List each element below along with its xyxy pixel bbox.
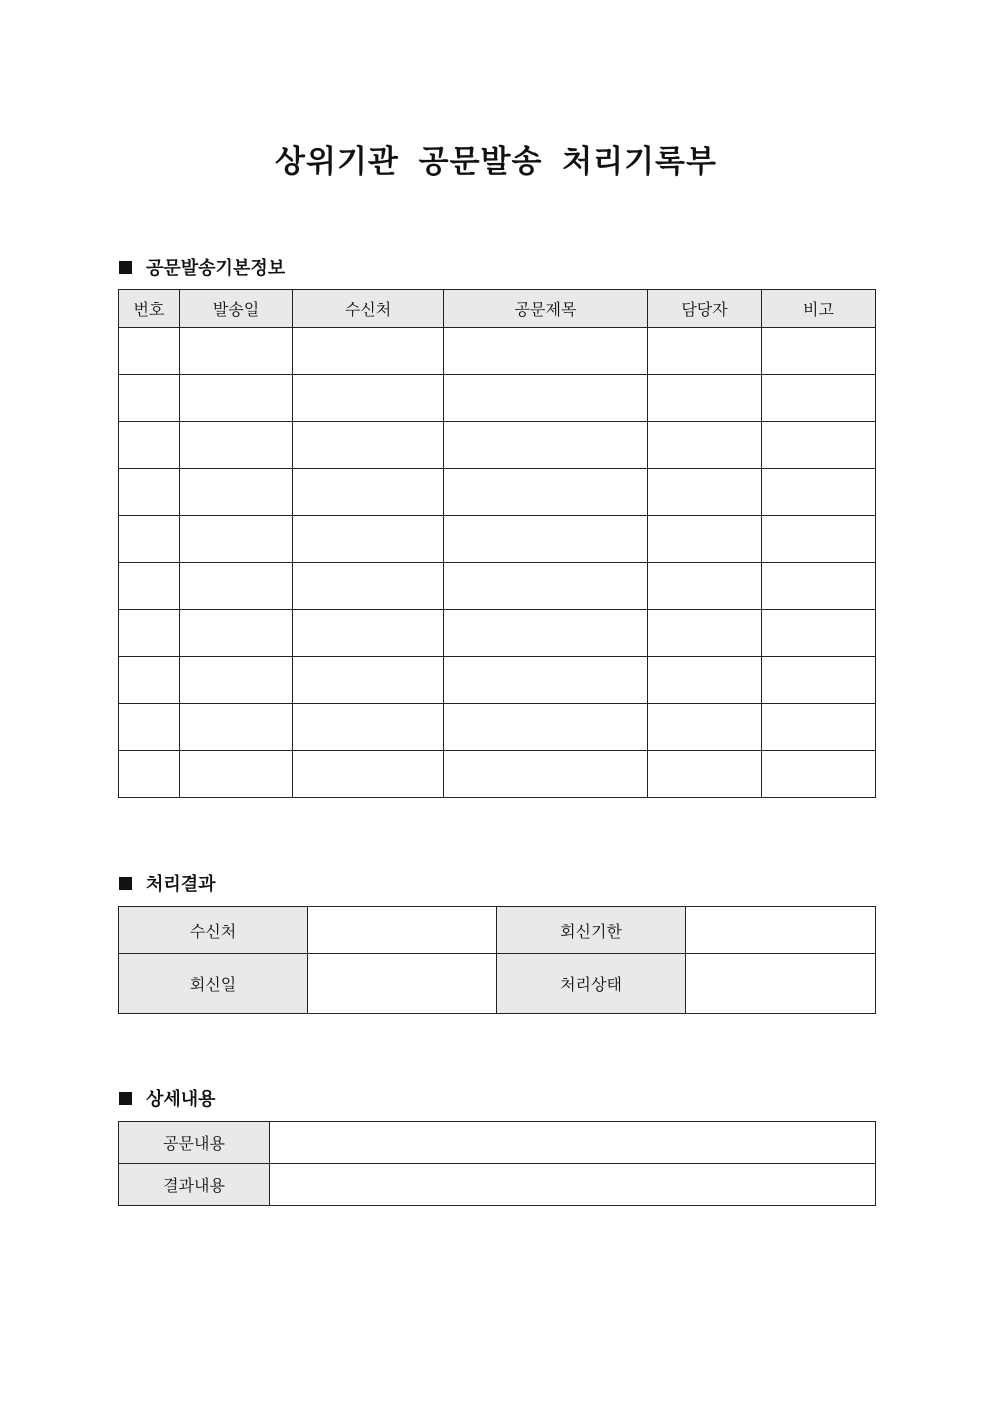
number-cell[interactable]	[119, 469, 180, 516]
section-heading-label: 처리결과	[146, 874, 216, 895]
table-row	[119, 657, 876, 704]
subject-cell[interactable]	[444, 751, 648, 798]
table-header-row	[119, 290, 876, 328]
section-heading-label: 상세내용	[146, 1089, 216, 1110]
square-bullet-icon	[119, 1092, 132, 1105]
recipient-cell[interactable]	[293, 704, 444, 751]
send-date-cell[interactable]	[180, 563, 293, 610]
page-title: 상위기관 공문발송 처리기록부	[275, 144, 717, 180]
person-in-charge-cell[interactable]	[648, 328, 762, 375]
table-row	[119, 469, 876, 516]
person-in-charge-cell[interactable]	[648, 422, 762, 469]
reply-date-label: 회신일	[119, 954, 308, 1014]
recipient-label: 수신처	[119, 907, 308, 954]
number-cell[interactable]	[119, 563, 180, 610]
section-heading-details	[119, 1085, 216, 1111]
remarks-cell[interactable]	[762, 375, 876, 422]
column-header-subject: 공문제목	[444, 290, 648, 328]
subject-cell[interactable]	[444, 610, 648, 657]
send-date-cell[interactable]	[180, 516, 293, 563]
subject-cell[interactable]	[444, 422, 648, 469]
status-label: 처리상태	[497, 954, 686, 1014]
subject-cell[interactable]	[444, 657, 648, 704]
send-date-cell[interactable]	[180, 422, 293, 469]
send-date-cell[interactable]	[180, 610, 293, 657]
square-bullet-icon	[119, 261, 132, 274]
recipient-cell[interactable]	[293, 469, 444, 516]
remarks-cell[interactable]	[762, 469, 876, 516]
person-in-charge-cell[interactable]	[648, 610, 762, 657]
table-row	[119, 954, 876, 1014]
subject-cell[interactable]	[444, 328, 648, 375]
subject-cell[interactable]	[444, 516, 648, 563]
reply-deadline-label: 회신기한	[497, 907, 686, 954]
remarks-cell[interactable]	[762, 610, 876, 657]
table-row	[119, 704, 876, 751]
number-cell[interactable]	[119, 610, 180, 657]
person-in-charge-cell[interactable]	[648, 563, 762, 610]
recipient-cell[interactable]	[293, 610, 444, 657]
person-in-charge-cell[interactable]	[648, 751, 762, 798]
table-row	[119, 1122, 876, 1164]
square-bullet-icon	[119, 877, 132, 890]
number-cell[interactable]	[119, 516, 180, 563]
remarks-cell[interactable]	[762, 328, 876, 375]
subject-cell[interactable]	[444, 563, 648, 610]
column-header-send-date: 발송일	[180, 290, 293, 328]
table-row	[119, 422, 876, 469]
column-header-recipient: 수신처	[293, 290, 444, 328]
number-cell[interactable]	[119, 657, 180, 704]
subject-cell[interactable]	[444, 375, 648, 422]
status-field[interactable]	[686, 954, 876, 1014]
number-cell[interactable]	[119, 704, 180, 751]
table-row	[119, 751, 876, 798]
column-header-remarks: 비고	[762, 290, 876, 328]
person-in-charge-cell[interactable]	[648, 704, 762, 751]
remarks-cell[interactable]	[762, 422, 876, 469]
section-heading-result	[119, 870, 216, 896]
number-cell[interactable]	[119, 328, 180, 375]
remarks-cell[interactable]	[762, 751, 876, 798]
table-row	[119, 375, 876, 422]
table-row	[119, 907, 876, 954]
remarks-cell[interactable]	[762, 657, 876, 704]
section-heading-basic-info	[119, 254, 285, 280]
remarks-cell[interactable]	[762, 704, 876, 751]
reply-date-field[interactable]	[308, 954, 497, 1014]
document-content-field[interactable]	[270, 1122, 876, 1164]
section-heading-label: 공문발송기본정보	[146, 258, 286, 279]
send-date-cell[interactable]	[180, 657, 293, 704]
person-in-charge-cell[interactable]	[648, 516, 762, 563]
remarks-cell[interactable]	[762, 563, 876, 610]
table-row	[119, 563, 876, 610]
result-content-label: 결과내용	[119, 1164, 270, 1206]
subject-cell[interactable]	[444, 704, 648, 751]
send-date-cell[interactable]	[180, 469, 293, 516]
table-row	[119, 1164, 876, 1206]
recipient-cell[interactable]	[293, 563, 444, 610]
recipient-cell[interactable]	[293, 657, 444, 704]
table-row	[119, 328, 876, 375]
send-date-cell[interactable]	[180, 375, 293, 422]
result-content-field[interactable]	[270, 1164, 876, 1206]
number-cell[interactable]	[119, 751, 180, 798]
send-date-cell[interactable]	[180, 328, 293, 375]
table-row	[119, 516, 876, 563]
remarks-cell[interactable]	[762, 516, 876, 563]
table-row	[119, 610, 876, 657]
send-date-cell[interactable]	[180, 704, 293, 751]
recipient-cell[interactable]	[293, 516, 444, 563]
number-cell[interactable]	[119, 422, 180, 469]
person-in-charge-cell[interactable]	[648, 657, 762, 704]
result-table	[118, 906, 876, 1014]
person-in-charge-cell[interactable]	[648, 469, 762, 516]
column-header-number: 번호	[119, 290, 180, 328]
number-cell[interactable]	[119, 375, 180, 422]
column-header-person-in-charge: 담당자	[648, 290, 762, 328]
subject-cell[interactable]	[444, 469, 648, 516]
recipient-cell[interactable]	[293, 375, 444, 422]
document-content-label: 공문내용	[119, 1122, 270, 1164]
basic-info-table	[118, 289, 876, 798]
recipient-cell[interactable]	[293, 751, 444, 798]
details-table	[118, 1121, 876, 1206]
recipient-cell[interactable]	[293, 328, 444, 375]
reply-deadline-field[interactable]	[686, 907, 876, 954]
recipient-field[interactable]	[308, 907, 497, 954]
person-in-charge-cell[interactable]	[648, 375, 762, 422]
send-date-cell[interactable]	[180, 751, 293, 798]
recipient-cell[interactable]	[293, 422, 444, 469]
